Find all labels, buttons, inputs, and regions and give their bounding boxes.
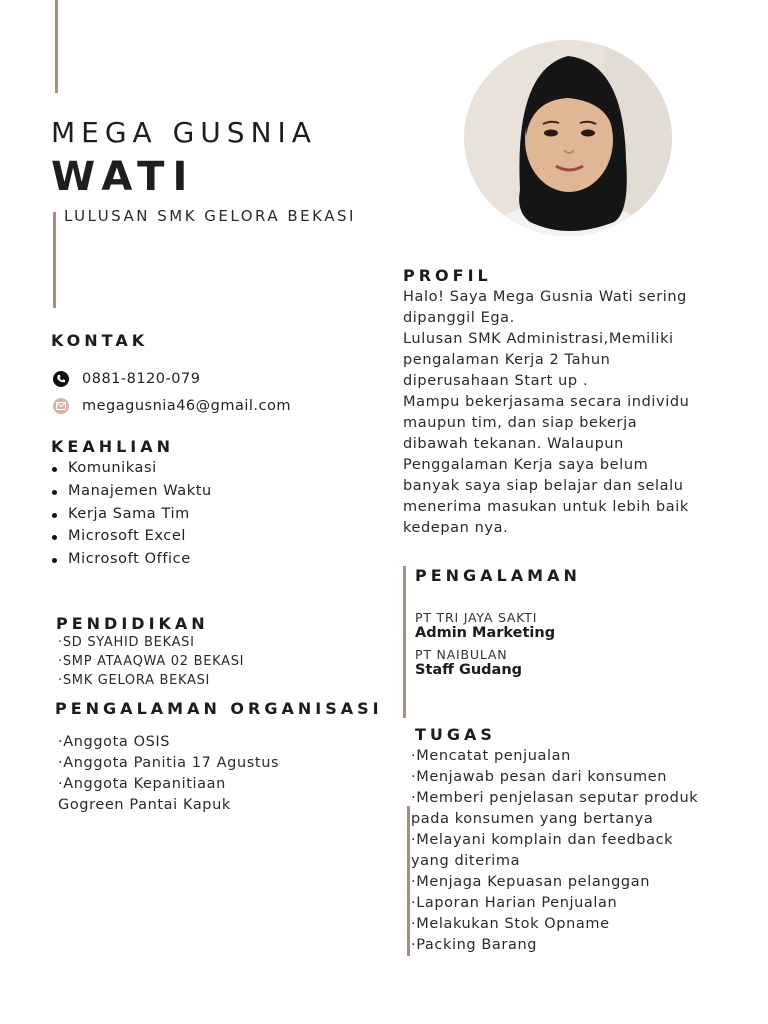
last-name: WATI (51, 154, 196, 200)
organisasi-list (58, 732, 279, 816)
profil-line: diperusahaan Start up . (403, 373, 589, 389)
email-icon (53, 398, 69, 414)
profile-photo (464, 40, 672, 236)
profil-line: Lulusan SMK Administrasi,Memiliki (403, 331, 674, 347)
accent-bar-pengalaman (403, 566, 406, 718)
skill-item: Komunikasi (50, 457, 212, 480)
tugas-line: ·Laporan Harian Penjualan (411, 895, 618, 911)
accent-bar-subtitle (53, 212, 56, 308)
skill-item: Kerja Sama Tim (50, 503, 212, 526)
skill-item: Microsoft Office (50, 548, 212, 571)
tugas-list (411, 746, 698, 956)
job-entry (415, 610, 555, 641)
skill-item: Microsoft Excel (50, 525, 212, 548)
profile-photo-illustration (464, 40, 672, 236)
organisasi-line: ·Anggota Panitia 17 Agustus (58, 755, 280, 771)
tugas-line: ·Menjawab pesan dari konsumen (411, 769, 668, 785)
contact-phone (53, 371, 200, 387)
skill-item: Manajemen Waktu (50, 480, 212, 503)
accent-bar-top (55, 0, 58, 93)
pendidikan-title: PENDIDIKAN (56, 614, 209, 633)
profil-line: Mampu bekerjasama secara individu (403, 394, 690, 410)
education-item: ·SD SYAHID BEKASI (58, 635, 195, 650)
email-address[interactable]: megagusnia46@gmail.com (82, 398, 291, 414)
profil-line: menerima masukan untuk lebih baik (403, 499, 689, 515)
tugas-line: ·Menjaga Kepuasan pelanggan (411, 874, 650, 890)
profil-line: maupun tim, dan siap bekerja (403, 415, 638, 431)
profil-line: Halo! Saya Mega Gusnia Wati sering (403, 289, 687, 305)
tugas-line: ·Melayani komplain dan feedback (411, 832, 674, 848)
tugas-line: pada konsumen yang bertanya (411, 811, 654, 827)
keahlian-title: KEAHLIAN (51, 437, 175, 456)
first-name: MEGA GUSNIA (51, 116, 317, 149)
profil-title: PROFIL (403, 266, 492, 285)
tugas-line: ·Mencatat penjualan (411, 748, 571, 764)
organisasi-line: ·Anggota Kepanitiaan (58, 776, 226, 792)
tugas-title: TUGAS (415, 725, 496, 744)
accent-bar-tugas (407, 806, 410, 956)
education-item: ·SMP ATAAQWA 02 BEKASI (58, 654, 245, 669)
job-role: Admin Marketing (415, 625, 556, 641)
tugas-line: ·Melakukan Stok Opname (411, 916, 610, 932)
tugas-line: yang diterima (411, 853, 521, 869)
profil-line: pengalaman Kerja 2 Tahun (403, 352, 611, 368)
profil-line: kedepan nya. (403, 520, 509, 536)
skills-list (50, 457, 212, 571)
tugas-line: ·Packing Barang (411, 937, 538, 953)
education-list (58, 633, 244, 690)
job-company: PT NAIBULAN (415, 647, 508, 662)
job-company: PT TRI JAYA SAKTI (415, 610, 538, 625)
profil-line: banyak saya siap belajar dan selalu (403, 478, 684, 494)
profil-line: Penggalaman Kerja saya belum (403, 457, 649, 473)
organisasi-title: PENGALAMAN ORGANISASI (55, 699, 383, 718)
tugas-line: ·Memberi penjelasan seputar produk (411, 790, 699, 806)
profil-line: dipanggil Ega. (403, 310, 515, 326)
profil-line: dibawah tekanan. Walaupun (403, 436, 624, 452)
kontak-title: KONTAK (51, 331, 149, 350)
pengalaman-title: PENGALAMAN (415, 566, 581, 585)
job-entry (415, 647, 522, 678)
job-role: Staff Gudang (415, 662, 523, 678)
phone-number[interactable]: 0881-8120-079 (82, 371, 201, 387)
profil-text (403, 287, 689, 539)
phone-icon (53, 371, 69, 387)
organisasi-line: ·Anggota OSIS (58, 734, 171, 750)
subtitle: LULUSAN SMK GELORA BEKASI (64, 207, 356, 225)
education-item: ·SMK GELORA BEKASI (58, 673, 211, 688)
contact-email (53, 398, 291, 414)
organisasi-line: Gogreen Pantai Kapuk (58, 797, 231, 813)
